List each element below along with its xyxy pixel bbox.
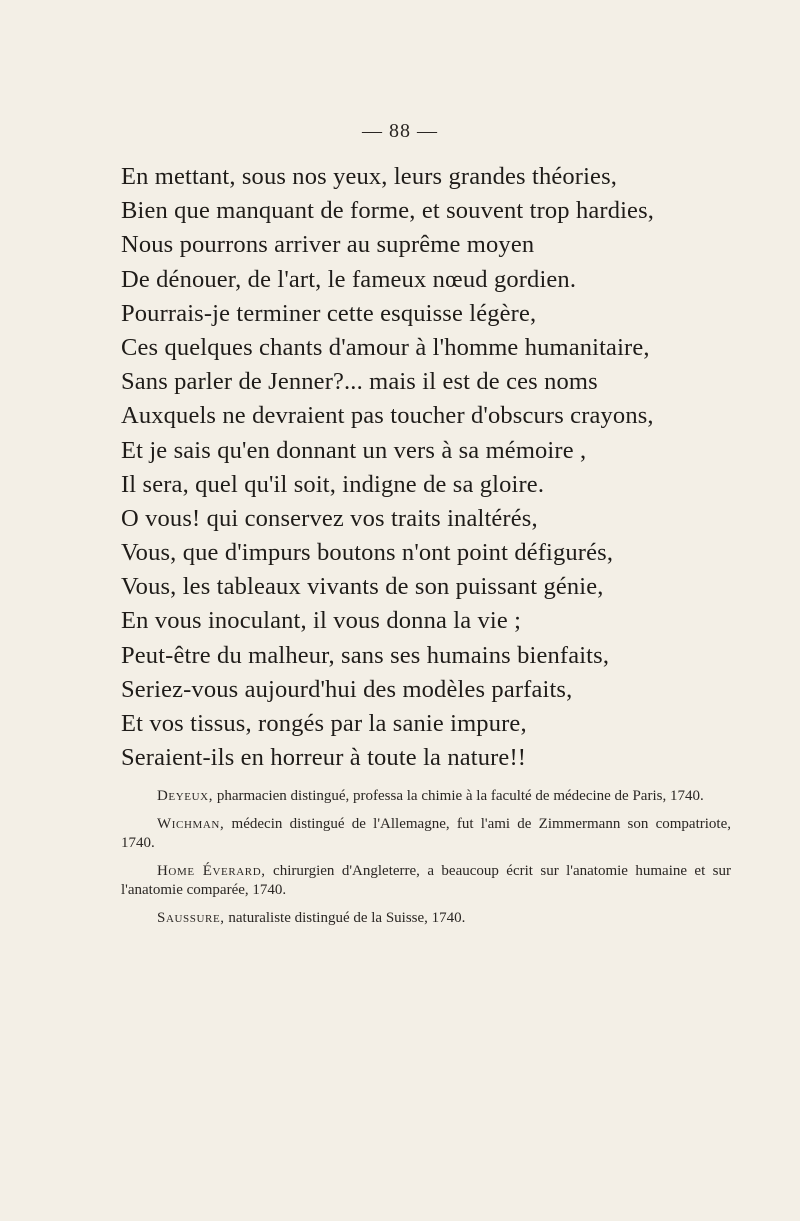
verse-line: Auxquels ne devraient pas toucher d'obscurs crayons, bbox=[121, 402, 654, 430]
footnote bbox=[121, 787, 731, 807]
footnotes bbox=[121, 787, 731, 936]
verse-line: Sans parler de Jenner?... mais il est de ces noms bbox=[121, 368, 598, 396]
verse-line: Pourrais-je terminer cette esquisse légère, bbox=[121, 299, 537, 327]
verse-line: Bien que manquant de forme, et souvent trop hardies, bbox=[121, 197, 655, 225]
verse-line: Et vos tissus, rongés par la sanie impure, bbox=[121, 710, 527, 737]
verse-line: Ces quelques chants d'amour à l'homme humanitaire, bbox=[121, 333, 650, 361]
verse-line: Et je sais qu'en donnant un vers à sa mémoire , bbox=[121, 436, 587, 464]
footnote-text: médecin distingué de l'Allemagne, fut l'ami de Zimmermann son compatriote, 1740. bbox=[121, 815, 731, 851]
verse-line: En vous inoculant, il vous donna la vie ; bbox=[121, 607, 522, 635]
footnote-name: Deyeux, bbox=[157, 788, 214, 804]
footnote-name: Saussure, bbox=[157, 909, 225, 926]
footnote-text: naturaliste distingué de la Suisse, 1740. bbox=[224, 909, 466, 926]
footnote bbox=[121, 909, 731, 929]
verse-line: O vous! qui conservez vos traits inaltérés, bbox=[121, 504, 538, 532]
verse-line: Il sera, quel qu'il soit, indigne de sa gloire. bbox=[121, 470, 545, 498]
footnote bbox=[121, 815, 731, 854]
verse-line: Vous, les tableaux vivants de son puissant génie, bbox=[121, 573, 604, 601]
footnote-name: Home Éverard, bbox=[157, 862, 266, 879]
footnote-text: chirurgien d'Angleterre, a beaucoup écrit sur l'anatomie humaine et sur l'anatomie comparée, 1740. bbox=[121, 862, 732, 898]
verse-line: Nous pourrons arriver au suprême moyen bbox=[121, 231, 535, 259]
verse-line: Vous, que d'impurs boutons n'ont point défigurés, bbox=[121, 539, 614, 567]
verse-line: Seriez-vous aujourd'hui des modèles parfaits, bbox=[121, 675, 573, 703]
poem-verses bbox=[121, 160, 701, 775]
verse-line: Seraient-ils en horreur à toute la nature!! bbox=[121, 744, 527, 772]
verse-line: Peut-être du malheur, sans ses humains bienfaits, bbox=[121, 641, 610, 669]
verse-line: En mettant, sous nos yeux, leurs grandes théories, bbox=[121, 163, 618, 190]
footnote bbox=[121, 862, 731, 901]
verse-line: De dénouer, de l'art, le fameux nœud gordien. bbox=[121, 265, 577, 293]
footnote-name: Wichman, bbox=[157, 815, 225, 832]
footnote-text: pharmacien distingué, professa la chimie à la faculté de médecine de Paris, 1740. bbox=[213, 788, 704, 804]
page-number: — 88 — bbox=[362, 120, 438, 142]
